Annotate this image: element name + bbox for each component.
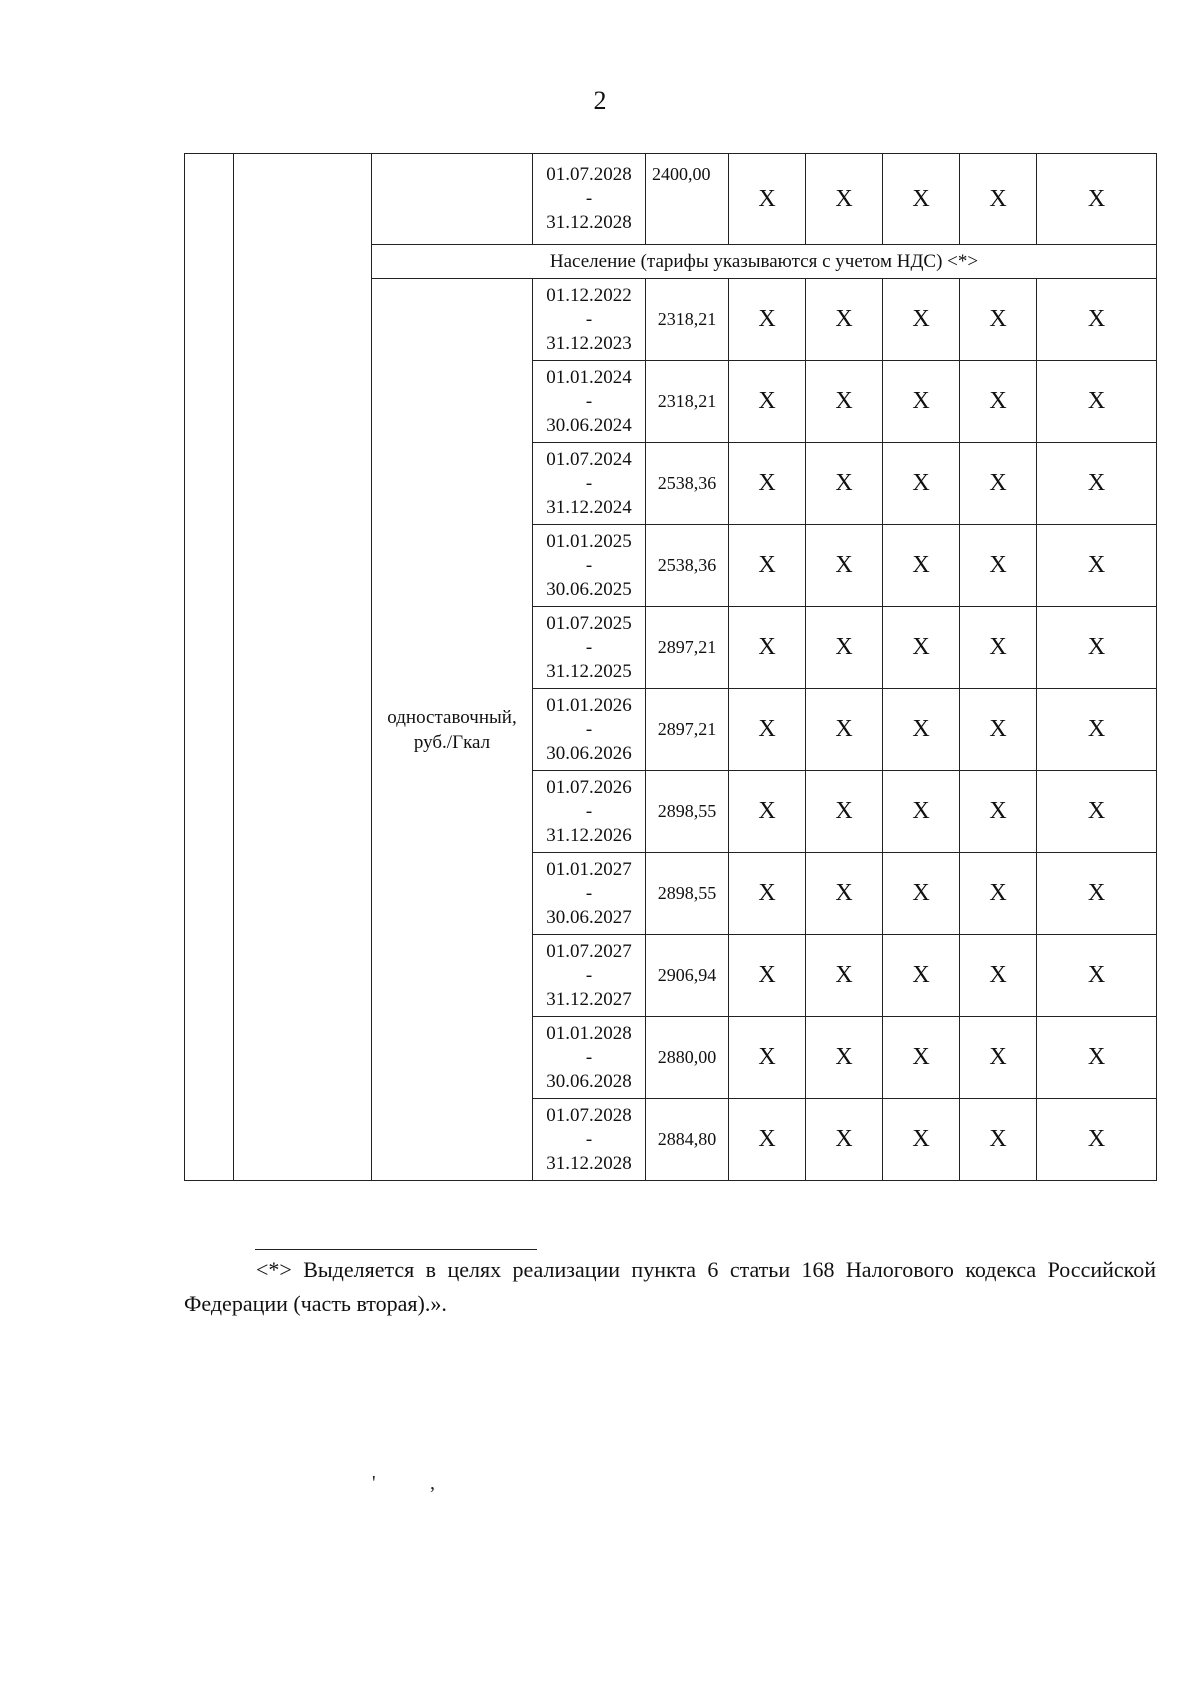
tariff-type-label: одноставочный, руб./Гкал: [372, 279, 533, 1181]
period-start: 01.01.2028: [546, 1022, 632, 1044]
x-mark: X: [960, 1017, 1037, 1099]
tariff-value: 2400,00: [646, 154, 729, 245]
x-mark: X: [1037, 689, 1157, 771]
empty-cell: [234, 154, 372, 1181]
period-start: 01.07.2028: [546, 164, 632, 185]
period-start: 01.12.2022: [546, 284, 632, 306]
tariff-value: 2884,80: [646, 1099, 729, 1181]
x-mark: X: [806, 935, 883, 1017]
x-mark: X: [883, 1017, 960, 1099]
empty-cell: [372, 154, 533, 245]
x-mark: X: [883, 607, 960, 689]
x-mark: X: [729, 1099, 806, 1181]
period-cell: [533, 443, 646, 525]
x-mark: X: [883, 935, 960, 1017]
tariff-table: [184, 153, 1157, 1181]
x-mark: X: [1037, 361, 1157, 443]
tariff-value: 2880,00: [646, 1017, 729, 1099]
x-mark: X: [806, 525, 883, 607]
period-start: 01.07.2026: [546, 776, 632, 798]
x-mark: X: [960, 361, 1037, 443]
period-start: 01.01.2026: [546, 694, 632, 716]
period-dash: -: [585, 472, 593, 494]
period-start: 01.01.2025: [546, 530, 632, 552]
tariff-value: 2898,55: [646, 853, 729, 935]
x-mark: X: [806, 607, 883, 689]
period-cell: [533, 1099, 646, 1181]
tariff-value: 2906,94: [646, 935, 729, 1017]
x-mark: X: [883, 853, 960, 935]
table-row: [185, 154, 1157, 245]
period-end: 30.06.2028: [546, 1070, 632, 1092]
x-mark: X: [1037, 853, 1157, 935]
x-mark: X: [960, 853, 1037, 935]
period-dash: -: [585, 308, 593, 330]
x-mark: X: [729, 443, 806, 525]
x-mark: X: [806, 771, 883, 853]
footnote-text: <*> Выделяется в целях реализации пункта 6 статьи 168 Налогового кодекса Российской Федерации (часть вторая).».: [184, 1257, 1156, 1316]
tariff-value: 2897,21: [646, 607, 729, 689]
x-mark: X: [883, 361, 960, 443]
period-dash: -: [585, 964, 593, 986]
x-mark: X: [1037, 443, 1157, 525]
x-mark: X: [806, 361, 883, 443]
period-dash: -: [585, 882, 593, 904]
period-cell: [533, 279, 646, 361]
footnote-divider: [255, 1249, 537, 1250]
x-mark: X: [806, 279, 883, 361]
x-mark: X: [729, 279, 806, 361]
x-mark: X: [729, 853, 806, 935]
period-end: 30.06.2025: [546, 578, 632, 600]
x-mark: X: [1037, 525, 1157, 607]
x-mark: X: [806, 154, 883, 245]
period-end: 31.12.2026: [546, 824, 632, 846]
period-cell: [533, 361, 646, 443]
period-cell: [533, 154, 646, 245]
x-mark: X: [806, 1099, 883, 1181]
period-end: 31.12.2028: [546, 212, 632, 233]
x-mark: X: [1037, 1017, 1157, 1099]
tariff-value: 2898,55: [646, 771, 729, 853]
x-mark: X: [1037, 279, 1157, 361]
period-end: 31.12.2028: [546, 1152, 632, 1174]
period-end: 31.12.2024: [546, 496, 632, 518]
x-mark: X: [1037, 935, 1157, 1017]
empty-cell: [185, 154, 234, 1181]
x-mark: X: [960, 935, 1037, 1017]
x-mark: X: [883, 525, 960, 607]
period-cell: [533, 771, 646, 853]
x-mark: X: [883, 689, 960, 771]
x-mark: X: [960, 279, 1037, 361]
period-end: 31.12.2027: [546, 988, 632, 1010]
period-dash: -: [585, 800, 593, 822]
x-mark: X: [960, 154, 1037, 245]
tariff-value: 2318,21: [646, 361, 729, 443]
period-dash: -: [585, 390, 593, 412]
x-mark: X: [960, 771, 1037, 853]
x-mark: X: [960, 689, 1037, 771]
period-start: 01.01.2024: [546, 366, 632, 388]
x-mark: X: [729, 771, 806, 853]
period-start: 01.07.2027: [546, 940, 632, 962]
x-mark: X: [960, 443, 1037, 525]
period-end: 30.06.2026: [546, 742, 632, 764]
x-mark: X: [883, 279, 960, 361]
period-dash: -: [585, 188, 593, 209]
period-end: 30.06.2024: [546, 414, 632, 436]
tariff-value: 2318,21: [646, 279, 729, 361]
period-dash: -: [585, 1128, 593, 1150]
x-mark: X: [806, 689, 883, 771]
tariff-value: 2538,36: [646, 525, 729, 607]
period-end: 31.12.2025: [546, 660, 632, 682]
x-mark: X: [729, 607, 806, 689]
x-mark: X: [729, 935, 806, 1017]
period-dash: -: [585, 1046, 593, 1068]
tariff-value: 2538,36: [646, 443, 729, 525]
period-end: 30.06.2027: [546, 906, 632, 928]
x-mark: X: [729, 689, 806, 771]
period-start: 01.01.2027: [546, 858, 632, 880]
x-mark: X: [729, 1017, 806, 1099]
x-mark: X: [729, 154, 806, 245]
x-mark: X: [806, 853, 883, 935]
x-mark: X: [960, 607, 1037, 689]
tariff-value: 2897,21: [646, 689, 729, 771]
x-mark: X: [883, 771, 960, 853]
period-dash: -: [585, 636, 593, 658]
period-start: 01.07.2024: [546, 448, 632, 470]
x-mark: X: [1037, 607, 1157, 689]
page-number: 2: [593, 86, 607, 115]
x-mark: X: [1037, 771, 1157, 853]
x-mark: X: [960, 525, 1037, 607]
period-cell: [533, 935, 646, 1017]
x-mark: X: [729, 525, 806, 607]
period-end: 31.12.2023: [546, 332, 632, 354]
period-cell: [533, 525, 646, 607]
x-mark: X: [960, 1099, 1037, 1181]
x-mark: X: [883, 1099, 960, 1181]
x-mark: X: [883, 154, 960, 245]
period-dash: -: [585, 554, 593, 576]
x-mark: X: [806, 1017, 883, 1099]
x-mark: X: [1037, 154, 1157, 245]
period-dash: -: [585, 718, 593, 740]
x-mark: X: [1037, 1099, 1157, 1181]
x-mark: X: [883, 443, 960, 525]
stray-mark: ': [372, 1472, 376, 1494]
x-mark: X: [806, 443, 883, 525]
period-start: 01.07.2025: [546, 612, 632, 634]
period-cell: [533, 607, 646, 689]
section-label: Население (тарифы указываются с учетом НДС) <*>: [372, 245, 1157, 279]
period-cell: [533, 853, 646, 935]
x-mark: X: [729, 361, 806, 443]
period-cell: [533, 1017, 646, 1099]
stray-mark: ,: [430, 1472, 435, 1494]
period-start: 01.07.2028: [546, 1104, 632, 1126]
period-cell: [533, 689, 646, 771]
